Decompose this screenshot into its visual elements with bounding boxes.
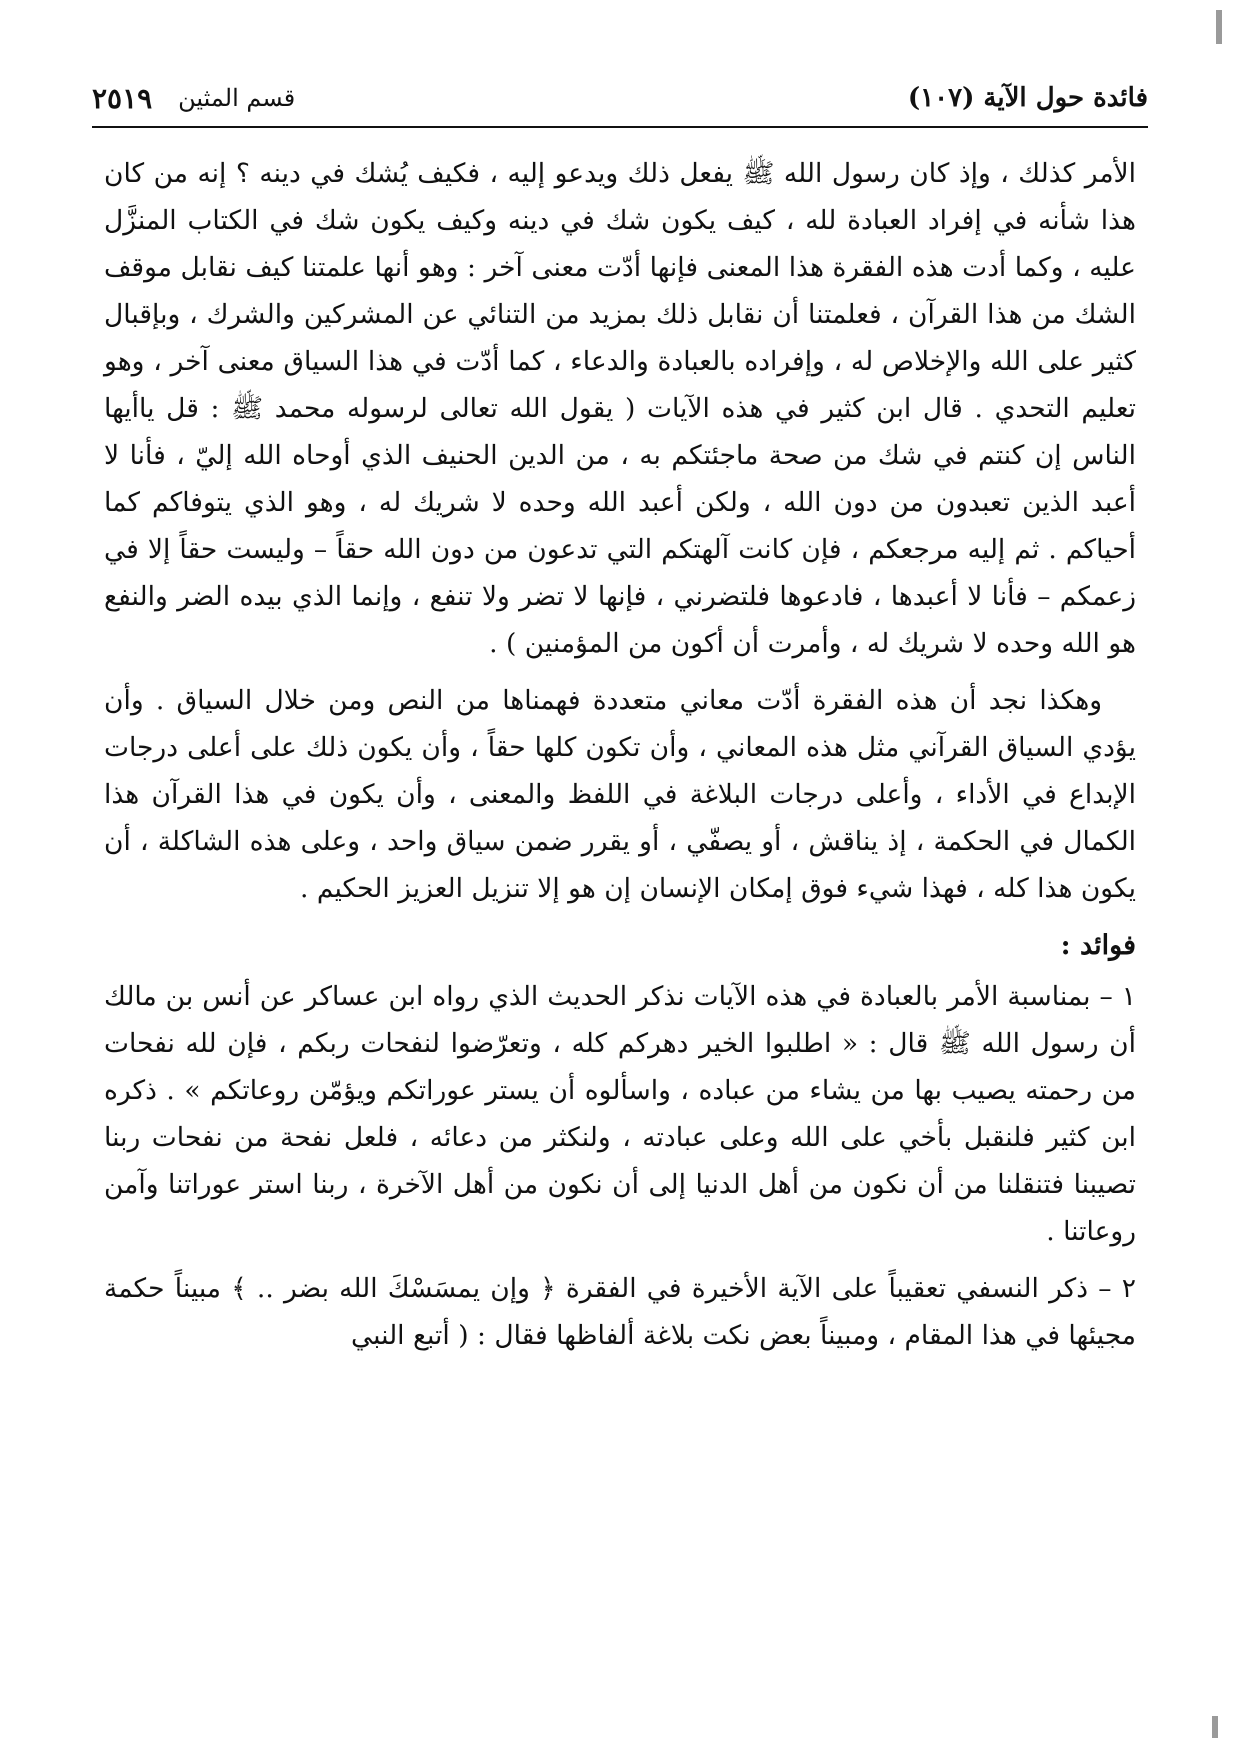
header-left-group [92,82,295,115]
paragraph-1: الأمر كذلك ، وإذ كان رسول الله ﷺ يفعل ذلك ويدعو إليه ، فكيف يُشك في دينه ؟ إنه من كان هذا شأنه في إفراد العبادة لله ، كيف يكون شك في دينه وكيف يكون شك في الكتاب المنزَّل عليه ، وكما أدت هذه الفقرة هذا المعنى فإنها أدّت معنى آخر : وهو أنها علمتنا كيف نقابل موقف الشك من هذا القرآن ، فعلمتنا أن نقابل ذلك بمزيد من التنائي عن المشركين والشرك ، وبإقبال كثير على الله والإخلاص له ، وإفراده بالعبادة والدعاء ، كما أدّت في هذا السياق معنى آخر ، وهو تعليم التحدي . قال ابن كثير في هذه الآيات ( يقول الله تعالى لرسوله محمد ﷺ : قل ياأيها الناس إن كنتم في شك من صحة ماجئتكم به ، من الدين الحنيف الذي أوحاه الله إليّ ، فأنا لا أعبد الذين تعبدون من دون الله ، ولكن أعبد الله وحده لا شريك له ، وهو الذي يتوفاكم كما أحياكم . ثم إليه مرجعكم ، فإن كانت آلهتكم التي تدعون من دون الله حقاً – وليست حقاً إلا في زعمكم – فأنا لا أعبدها ، فادعوها فلتضرني ، فإنها لا تضر ولا تنفع ، وإنما الذي بيده الضر والنفع هو الله وحده لا شريك له ، وأمرت أن أكون من المؤمنين ) . [104,158,1136,659]
header-rule [92,126,1148,128]
benefits-heading: فوائد : [1060,930,1136,961]
scan-margin-mark-top [1216,10,1222,44]
paragraph-2: وهكذا نجد أن هذه الفقرة أدّت معاني متعددة فهمناها من النص ومن خلال السياق . وأن يؤدي السياق القرآني مثل هذه المعاني ، وأن تكون كلها حقاً ، وأن يكون ذلك على أعلى درجات الإبداع في الأداء ، وأعلى درجات البلاغة في اللفظ والمعنى ، وأن يكون في هذا القرآن هذا الكمال في الحكمة ، إذ يناقش ، أو يصفّي ، أو يقرر ضمن سياق واحد ، وعلى هذه الشاكلة ، أن يكون هذا كله ، فهذا شيء فوق إمكان الإنسان إن هو إلا تنزيل العزيز الحكيم . [104,685,1136,904]
benefit-item-1: ١ – بمناسبة الأمر بالعبادة في هذه الآيات نذكر الحديث الذي رواه ابن عساكر عن أنس بن مالك أن رسول الله ﷺ قال : « اطلبوا الخير دهركم كله ، وتعرّضوا لنفحات ربكم ، فإن لله نفحات من رحمته يصيب بها من يشاء من عباده ، واسألوه أن يستر عوراتكم ويؤمّن روعاتكم » . ذكره ابن كثير فلنقبل بأخي على الله وعلى عبادته ، ولنكثر من دعائه ، فلعل نفحة من نفحات ربنا تصيبنا فتنقلنا من أن نكون من أهل الدنيا إلى أن نكون من أهل الآخرة ، ربنا استر عوراتنا وآمن روعاتنا . [104,981,1137,1247]
running-title: فائدة حول الآية (١٠٧) [907,83,1148,113]
benefit-item-2: ٢ – ذكر النسفي تعقيباً على الآية الأخيرة في الفقرة ﴿ وإن يمسَسْكَ الله بضر .. ﴾ مبيناً حكمة مجيئها في هذا المقام ، ومبيناً بعض نكت بلاغة ألفاظها فقال : ( أتبع النبي [104,1273,1136,1351]
page-body [104,150,1136,1369]
page-number: ٢٥١٩ [92,81,153,115]
scan-margin-mark-bottom [1212,1716,1218,1738]
section-name: قسم المثين [178,84,296,112]
page-header [92,78,1148,118]
